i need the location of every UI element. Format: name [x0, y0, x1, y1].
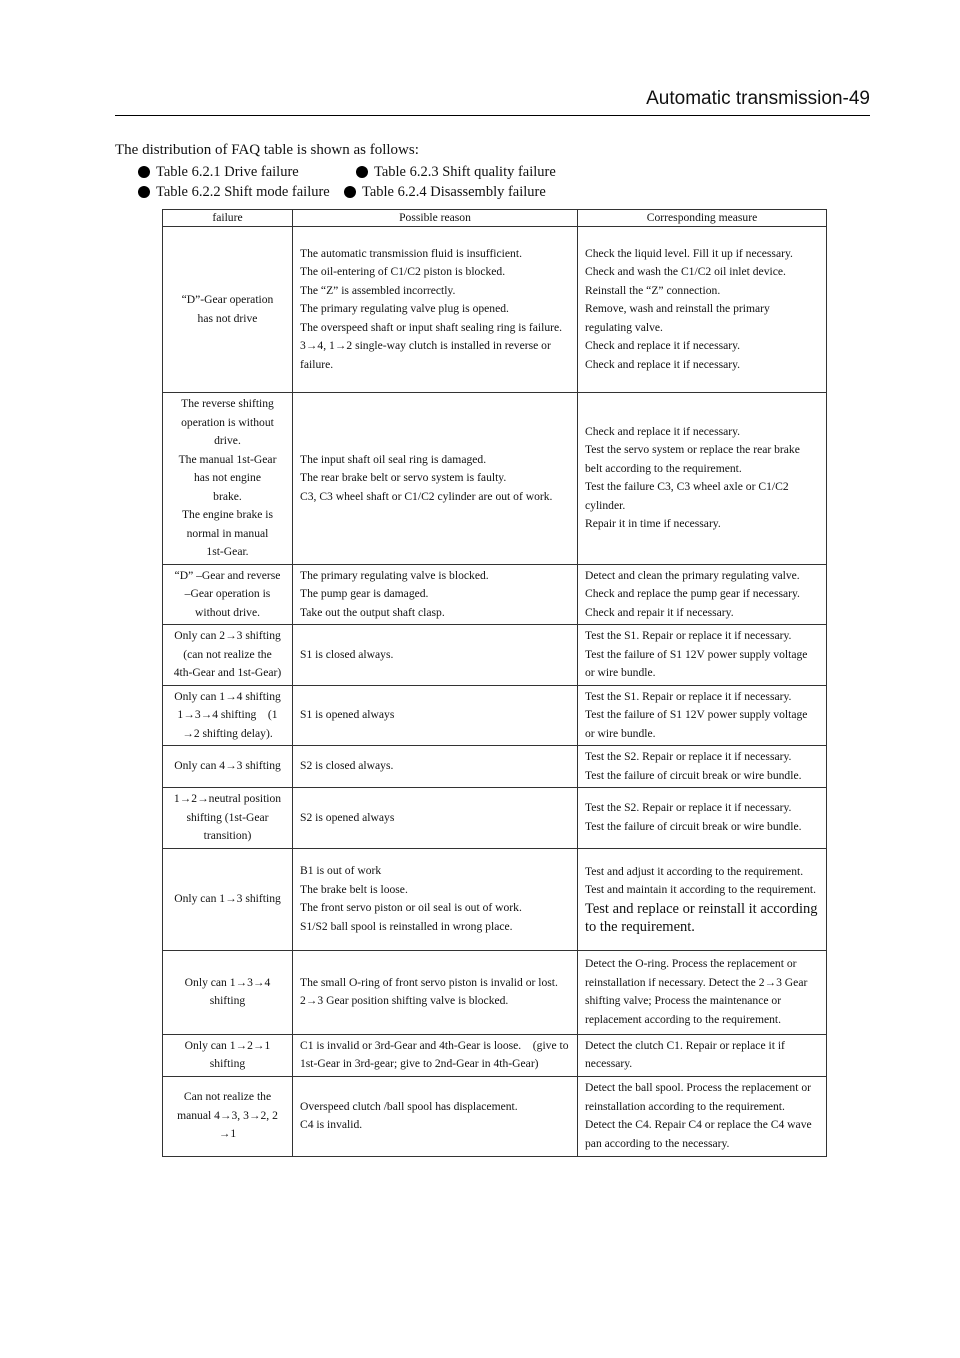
cell-reason [293, 1076, 578, 1156]
reason-line: S2 is opened always [300, 810, 395, 824]
failure-line: →1 [218, 1127, 237, 1141]
reason-line: The overspeed shaft or input shaft sealing ring is failure. [300, 320, 563, 334]
table-row [163, 227, 827, 393]
cell-measure [578, 625, 827, 686]
measure-line: Test the failure of circuit break or wire bundle. [585, 768, 802, 782]
table-row [163, 950, 827, 1034]
reason-line: The front servo piston or oil seal is out of work. [300, 901, 522, 914]
failure-line: 4th-Gear and 1st-Gear) [173, 666, 282, 679]
cell-failure [163, 685, 293, 746]
table-row [163, 788, 827, 849]
failure-line: Only can 2→3 shifting [174, 629, 281, 642]
column-header-reason: Possible reason [293, 210, 578, 227]
table-list-item [138, 162, 356, 182]
measure-line: Repair it in time if necessary. [585, 517, 721, 531]
failure-line: The reverse shifting [181, 397, 274, 410]
failure-line: (can not realize the [183, 647, 272, 661]
reason-line: Take out the output shaft clasp. [300, 605, 445, 619]
table-row [163, 746, 827, 788]
cell-reason [293, 227, 578, 393]
failure-line: transition) [203, 829, 252, 842]
cell-measure [578, 746, 827, 788]
column-header-measure: Corresponding measure [578, 210, 827, 227]
table-row [163, 1034, 827, 1076]
cell-reason [293, 1034, 578, 1076]
reason-line: C3, C3 wheel shaft or C1/C2 cylinder are out of work. [300, 489, 553, 503]
reason-line: The primary regulating valve plug is opened. [300, 302, 509, 316]
cell-measure [578, 564, 827, 625]
table-row [163, 625, 827, 686]
failure-line: 1→3→4 shifting (1 [177, 708, 278, 721]
header-rule [115, 115, 870, 116]
cell-reason [293, 950, 578, 1034]
failure-line: The manual 1st-Gear [178, 452, 277, 466]
bullet-icon [138, 186, 150, 198]
table-row [163, 564, 827, 625]
measure-line: Test the failure of circuit break or wire bundle. [585, 819, 802, 833]
measure-line: Detect and clean the primary regulating valve. [585, 568, 800, 582]
cell-failure [163, 393, 293, 565]
measure-line: Check the liquid level. Fill it up if necessary. [585, 246, 793, 260]
table-list-item [138, 182, 344, 202]
failure-line: –Gear operation is [184, 587, 271, 600]
measure-line: Check and replace it if necessary. [585, 357, 741, 371]
column-header-failure: failure [163, 210, 293, 227]
measure-line: Test and replace or reinstall it according to the requirement. [585, 900, 818, 935]
cell-failure [163, 950, 293, 1034]
measure-line: Check and wash the C1/C2 oil inlet device. [585, 265, 786, 279]
reason-line: 3→4, 1→2 single-way clutch is installed in reverse or failure. [300, 339, 551, 371]
reason-line: 2→3 Gear position shifting valve is blocked. [300, 994, 509, 1007]
cell-measure [578, 685, 827, 746]
reason-line: S1 is closed always. [300, 647, 394, 661]
table-row [163, 848, 827, 950]
failure-line: Only can 1→4 shifting [174, 689, 281, 703]
table-list-item [356, 162, 556, 182]
failure-line: drive. [214, 434, 241, 447]
reason-line: The automatic transmission fluid is insufficient. [300, 246, 522, 260]
failure-line: “D” –Gear and reverse [174, 568, 281, 582]
measure-line: Test the servo system or replace the rear brake belt according to the requirement. [585, 443, 800, 475]
cell-reason [293, 788, 578, 849]
measure-line: Detect the ball spool. Process the replacement or reinstallation according to the requirement. [585, 1081, 811, 1113]
cell-failure [163, 625, 293, 686]
measure-line: Detect the C4. Repair C4 or replace the C4 wave pan according to the necessary. [585, 1118, 812, 1150]
measure-line: Test the failure of S1 12V power supply voltage or wire bundle. [585, 708, 808, 740]
intro-text: The distribution of FAQ table is shown as follows: [115, 142, 419, 158]
failure-line: Only can 4→3 shifting [174, 759, 281, 773]
failure-line: brake. [213, 489, 242, 503]
failure-line: normal in manual [186, 526, 269, 540]
failure-line: 1st-Gear. [206, 545, 249, 558]
cell-reason [293, 564, 578, 625]
cell-failure [163, 788, 293, 849]
table-list-row [138, 162, 556, 182]
cell-measure [578, 788, 827, 849]
cell-reason [293, 685, 578, 746]
measure-line: Check and replace the pump gear if necessary. [585, 587, 800, 600]
page-header-title: Automatic transmission-49 [646, 88, 870, 109]
reason-line: The “Z” is assembled incorrectly. [300, 283, 456, 297]
failure-line: Only can 1→3 shifting [174, 891, 281, 905]
measure-line: Remove, wash and reinstall the primary regulating valve. [585, 302, 770, 334]
cell-measure [578, 1076, 827, 1156]
cell-reason [293, 848, 578, 950]
table-list-item [344, 182, 546, 202]
failure-line: 1→2→neutral position [173, 792, 282, 805]
measure-line: Test the S1. Repair or replace it if necessary. [585, 629, 792, 642]
measure-line: Test and maintain it according to the requirement. [585, 883, 816, 896]
reason-line: The brake belt is loose. [300, 882, 408, 896]
measure-line: Test the failure of S1 12V power supply voltage or wire bundle. [585, 647, 808, 679]
reason-line: S1 is opened always [300, 708, 395, 721]
reason-line: C4 is invalid. [300, 1118, 363, 1131]
cell-failure [163, 1034, 293, 1076]
failure-line: has not engine [194, 471, 261, 484]
failure-line: Only can 1→2→1 [184, 1038, 271, 1052]
faq-table [162, 209, 827, 1157]
measure-line: Check and replace it if necessary. [585, 424, 741, 438]
failure-line: without drive. [194, 605, 261, 619]
table-row [163, 685, 827, 746]
cell-measure [578, 227, 827, 393]
table-list-row [138, 182, 556, 202]
measure-line: Check and repair it if necessary. [585, 605, 734, 619]
reason-line: The input shaft oil seal ring is damaged. [300, 452, 487, 466]
measure-line: Test and adjust it according to the requirement. [585, 864, 804, 878]
failure-line: “D”-Gear operation [181, 293, 274, 306]
failure-line: Only can 1→3→4 [184, 975, 271, 989]
reason-line: S2 is closed always. [300, 759, 394, 773]
table-row [163, 1076, 827, 1156]
failure-line: shifting [209, 994, 246, 1007]
table-list-label: Table 6.2.2 Shift mode failure [156, 184, 330, 200]
reason-line: The rear brake belt or servo system is faulty. [300, 471, 507, 484]
failure-line: manual 4→3, 3→2, 2 [177, 1108, 278, 1122]
measure-line: Test the S1. Repair or replace it if necessary. [585, 689, 792, 703]
bullet-icon [138, 166, 150, 178]
measure-line: Detect the clutch C1. Repair or replace it if necessary. [585, 1038, 785, 1070]
cell-reason [293, 393, 578, 565]
measure-line: Reinstall the “Z” connection. [585, 283, 721, 297]
table-list-label: Table 6.2.3 Shift quality failure [374, 164, 556, 180]
cell-failure [163, 227, 293, 393]
faq-table-body [163, 227, 827, 1157]
bullet-icon [356, 166, 368, 178]
failure-line: shifting [209, 1057, 246, 1070]
cell-failure [163, 1076, 293, 1156]
cell-measure [578, 950, 827, 1034]
cell-reason [293, 746, 578, 788]
cell-measure [578, 1034, 827, 1076]
failure-line: has not drive [197, 311, 258, 325]
reason-line: The small O-ring of front servo piston is invalid or lost. [300, 975, 558, 989]
cell-failure [163, 848, 293, 950]
cell-failure [163, 564, 293, 625]
failure-line: The engine brake is [181, 508, 274, 521]
cell-failure [163, 746, 293, 788]
bullet-icon [344, 186, 356, 198]
failure-line: →2 shifting delay). [182, 726, 273, 740]
table-list [138, 162, 556, 202]
reason-line: The oil-entering of C1/C2 piston is blocked. [300, 265, 506, 279]
reason-line: The primary regulating valve is blocked. [300, 568, 489, 582]
measure-line: Detect the O-ring. Process the replacement or reinstallation if necessary. Detect the 2→3 Gear shifting valve; Process the maintenance or replacement according to the requirement. [585, 957, 808, 1026]
table-list-label: Table 6.2.4 Disassembly failure [362, 184, 546, 200]
cell-reason [293, 625, 578, 686]
measure-line: Check and replace it if necessary. [585, 339, 741, 353]
table-row [163, 393, 827, 565]
failure-line: shifting (1st-Gear [186, 810, 269, 824]
table-list-label: Table 6.2.1 Drive failure [156, 164, 299, 180]
cell-measure [578, 393, 827, 565]
reason-line: C1 is invalid or 3rd-Gear and 4th-Gear is loose. (give to 1st-Gear in 3rd-gear; give to 2nd-Gear in 4th-Gear) [300, 1038, 569, 1070]
measure-line: Test the S2. Repair or replace it if necessary. [585, 801, 792, 815]
reason-line: S1/S2 ball spool is reinstalled in wrong place. [300, 919, 513, 933]
reason-line: The pump gear is damaged. [300, 587, 429, 600]
failure-line: operation is without [181, 415, 274, 429]
measure-line: Test the failure C3, C3 wheel axle or C1/C2 cylinder. [585, 480, 789, 512]
faq-table-header-row [163, 210, 827, 227]
reason-line: Overspeed clutch /ball spool has displacement. [300, 1099, 518, 1113]
cell-measure [578, 848, 827, 950]
measure-line: Test the S2. Repair or replace it if necessary. [585, 750, 792, 763]
reason-line: B1 is out of work [300, 864, 382, 877]
failure-line: Can not realize the [183, 1090, 272, 1104]
